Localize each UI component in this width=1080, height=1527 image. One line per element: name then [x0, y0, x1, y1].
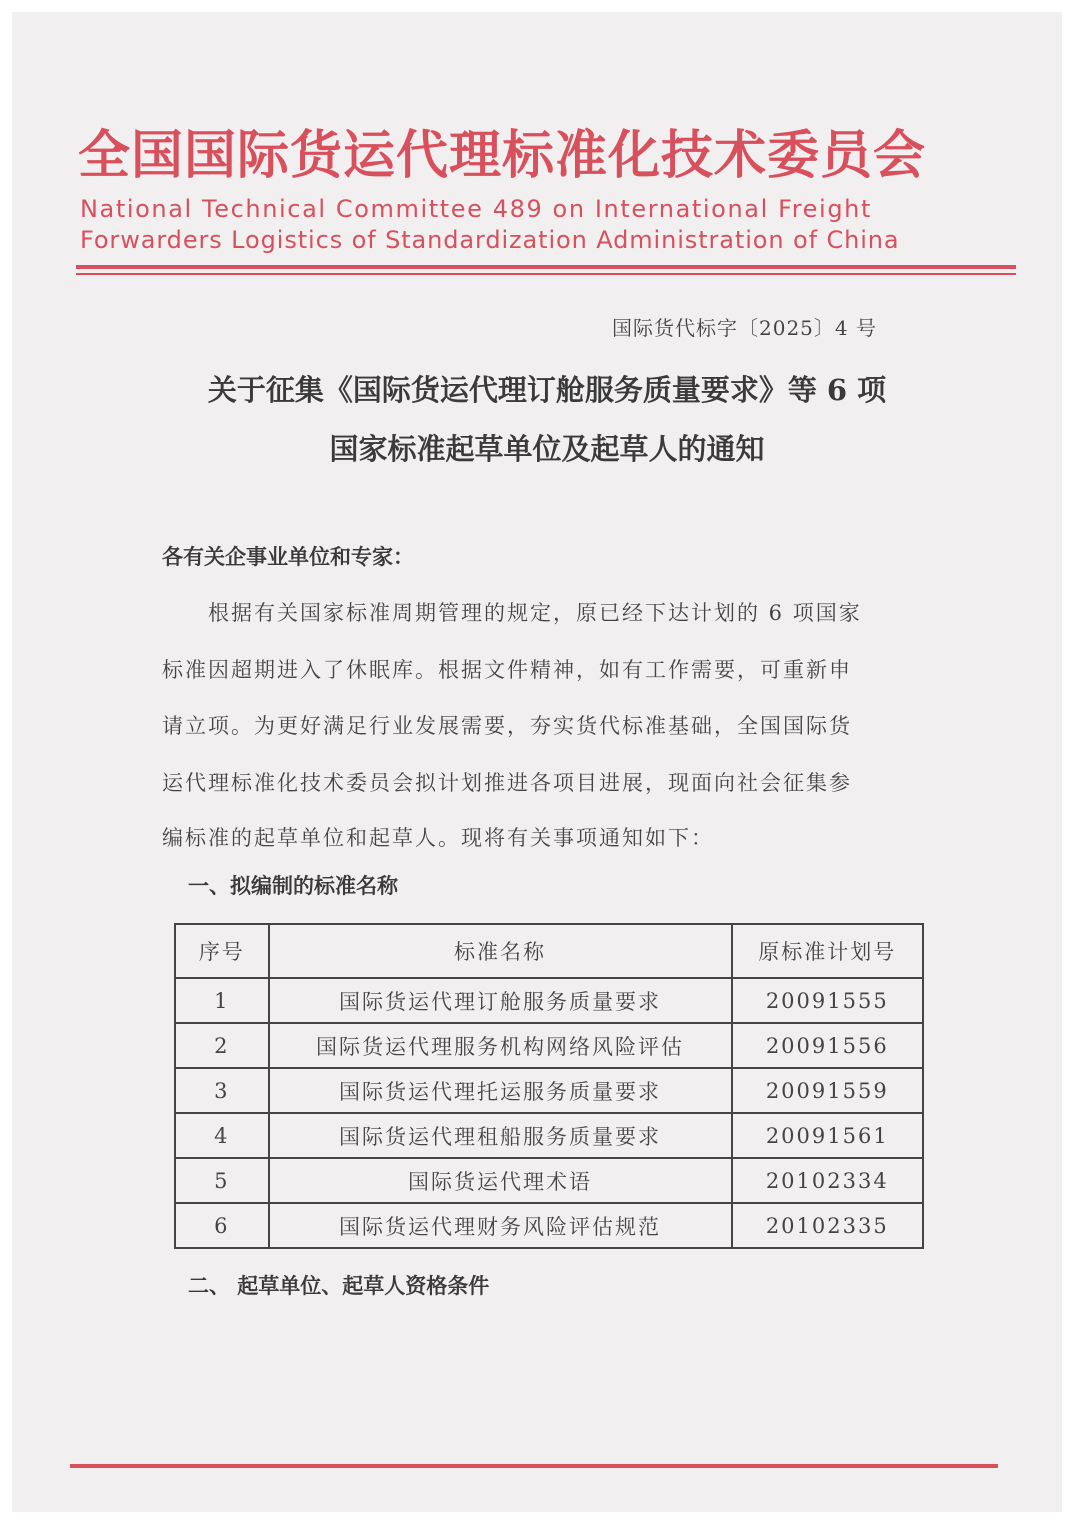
table-header-row [175, 924, 923, 978]
cell-standard-name: 国际货运代理托运服务质量要求 [269, 1068, 732, 1113]
cell-no: 6 [175, 1203, 269, 1248]
letterhead-org-name-en-line2: Forwarders Logistics of Standardization Administration of China [80, 226, 900, 254]
cell-standard-name: 国际货运代理服务机构网络风险评估 [269, 1023, 732, 1068]
col-header-no: 序号 [175, 924, 269, 978]
body-paragraph-line: 根据有关国家标准周期管理的规定，原已经下达计划的 6 项国家 [162, 601, 862, 625]
cell-plan-number: 20091561 [732, 1113, 923, 1158]
salutation: 各有关企事业单位和专家： [162, 544, 414, 569]
table-row [175, 1023, 923, 1068]
body-paragraph-line: 运代理标准化技术委员会拟计划推进各项目进展，现面向社会征集参 [162, 771, 852, 795]
cell-standard-name: 国际货运代理租船服务质量要求 [269, 1113, 732, 1158]
col-header-standard-name: 标准名称 [269, 924, 732, 978]
letterhead-rule-thin [76, 273, 1016, 275]
cell-standard-name: 国际货运代理财务风险评估规范 [269, 1203, 732, 1248]
cell-standard-name: 国际货运代理术语 [269, 1158, 732, 1203]
standards-table [174, 923, 924, 1249]
letterhead-org-name-en-line1: National Technical Committee 489 on International Freight [80, 195, 872, 223]
cell-no: 4 [175, 1113, 269, 1158]
cell-plan-number: 20091559 [732, 1068, 923, 1113]
notice-title-line2: 国家标准起草单位及起草人的通知 [329, 432, 765, 466]
body-paragraph-line: 请立项。为更好满足行业发展需要，夯实货代标准基础，全国国际货 [162, 714, 852, 738]
body-paragraph-line: 标准因超期进入了休眠库。根据文件精神，如有工作需要，可重新申 [162, 658, 852, 682]
cell-standard-name: 国际货运代理订舱服务质量要求 [269, 978, 732, 1023]
document-number: 国际货代标字〔2025〕4 号 [612, 316, 877, 340]
cell-plan-number: 20091555 [732, 978, 923, 1023]
cell-plan-number: 20091556 [732, 1023, 923, 1068]
notice-title-line1: 关于征集《国际货运代理订舱服务质量要求》等 6 项 [207, 373, 887, 407]
cell-no: 3 [175, 1068, 269, 1113]
body-paragraph-line: 编标准的起草单位和起草人。现将有关事项通知如下： [162, 826, 714, 850]
letterhead-rule-thick [76, 265, 1016, 269]
cell-no: 2 [175, 1023, 269, 1068]
section-heading-1: 一、拟编制的标准名称 [188, 873, 398, 898]
cell-no: 1 [175, 978, 269, 1023]
col-header-plan-number: 原标准计划号 [732, 924, 923, 978]
section-heading-2: 二、 起草单位、起草人资格条件 [188, 1273, 490, 1298]
cell-plan-number: 20102334 [732, 1158, 923, 1203]
cell-plan-number: 20102335 [732, 1203, 923, 1248]
table-row [175, 1113, 923, 1158]
document-page [12, 12, 1062, 1512]
footer-rule [70, 1464, 998, 1468]
table-row [175, 1068, 923, 1113]
table-row [175, 978, 923, 1023]
cell-no: 5 [175, 1158, 269, 1203]
table-row [175, 1158, 923, 1203]
letterhead-org-name-cn: 全国国际货运代理标准化技术委员会 [78, 126, 927, 186]
table-row [175, 1203, 923, 1248]
